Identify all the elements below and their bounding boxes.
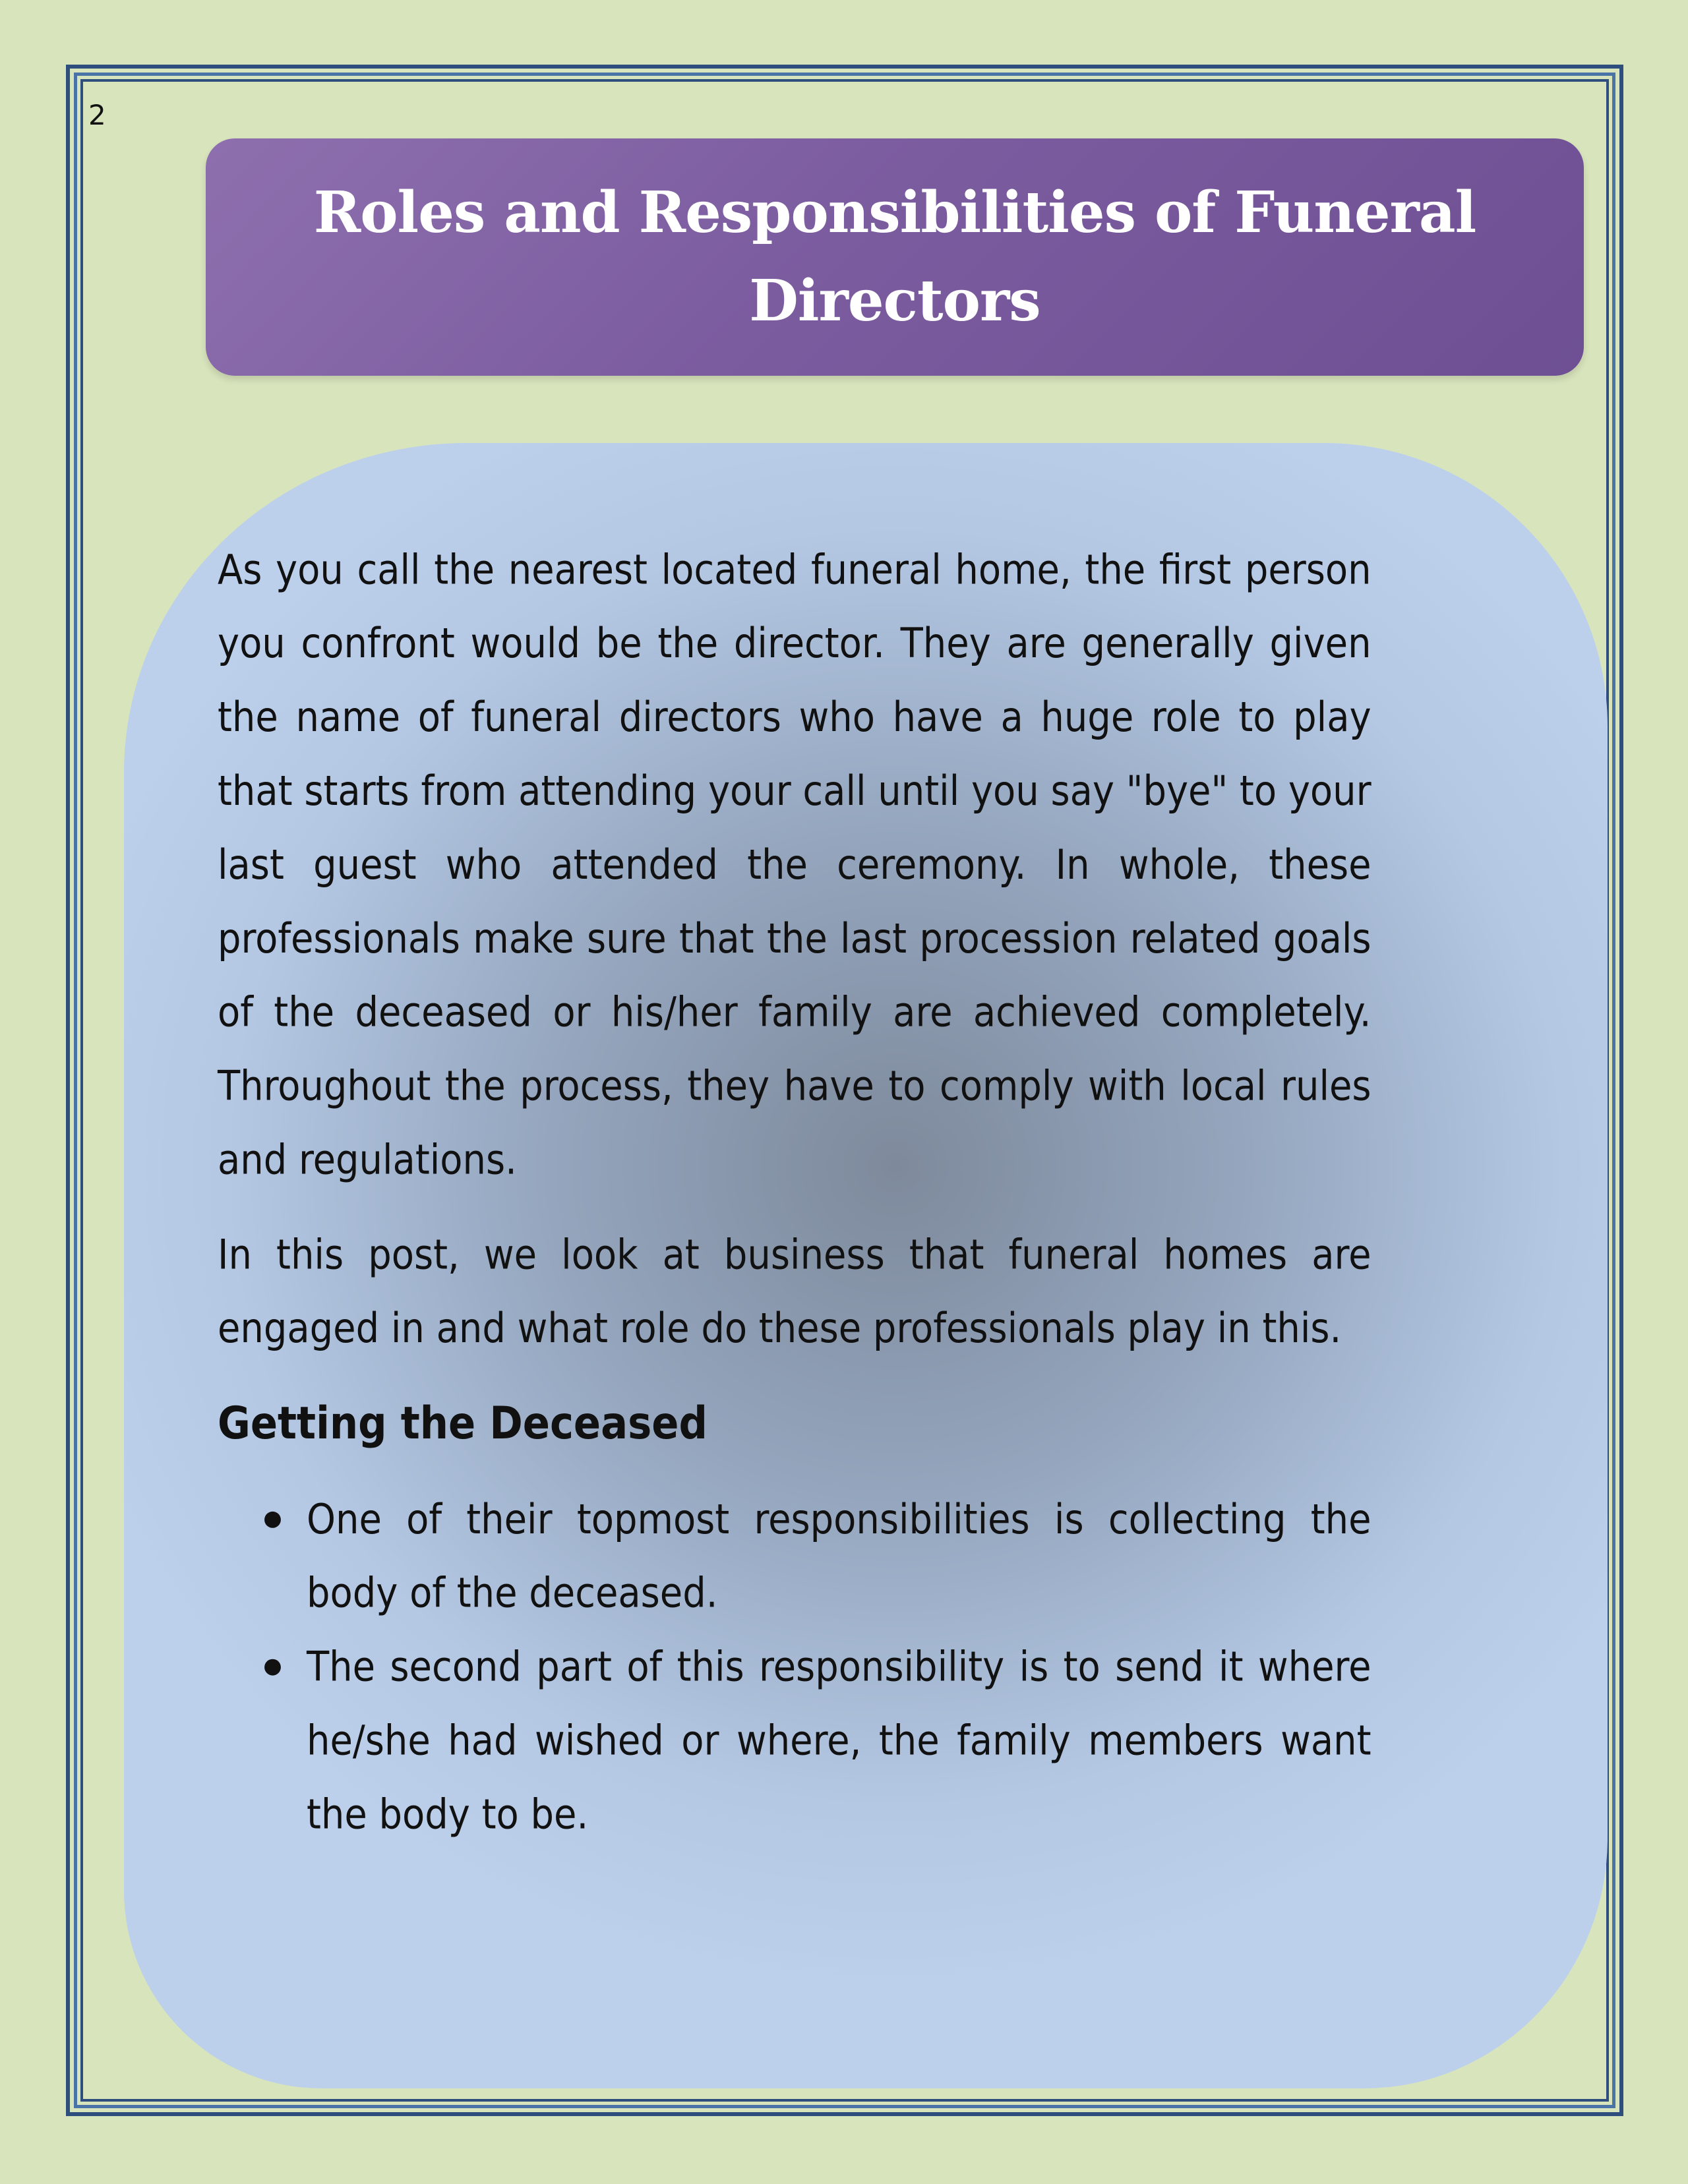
article-body (218, 533, 1372, 1851)
bullet-icon (264, 1659, 281, 1676)
page-title: Roles and Responsibilities of Funeral Directors (313, 179, 1476, 334)
responsibility-list (218, 1482, 1372, 1851)
intro-paragraph: As you call the nearest located funeral home, the first person you confront would be the director. They are generally given the name of funeral directors who have a huge role to play that starts from attending your call until you say "bye" to your last guest who attended the ceremony. In whole, these professionals make sure that the last procession related goals of the deceased or his/her family are achieved completely. Throughout the process, they have to comply with local rules and regulations. (218, 545, 1372, 1184)
post-summary-paragraph: In this post, we look at business that funeral homes are engaged in and what role do these professionals play in this. (218, 1230, 1372, 1353)
bullet-icon (264, 1512, 281, 1528)
title-banner (206, 138, 1584, 376)
list-item (218, 1482, 1372, 1630)
list-item (218, 1630, 1372, 1851)
list-item-text: One of their topmost responsibilities is collecting the body of the deceased. (306, 1495, 1372, 1617)
section-heading: Getting the Deceased (218, 1396, 708, 1449)
list-item-text: The second part of this responsibility is to send it where he/she had wished or where, the family members want the body to be. (306, 1642, 1372, 1839)
page-number: 2 (88, 99, 106, 131)
